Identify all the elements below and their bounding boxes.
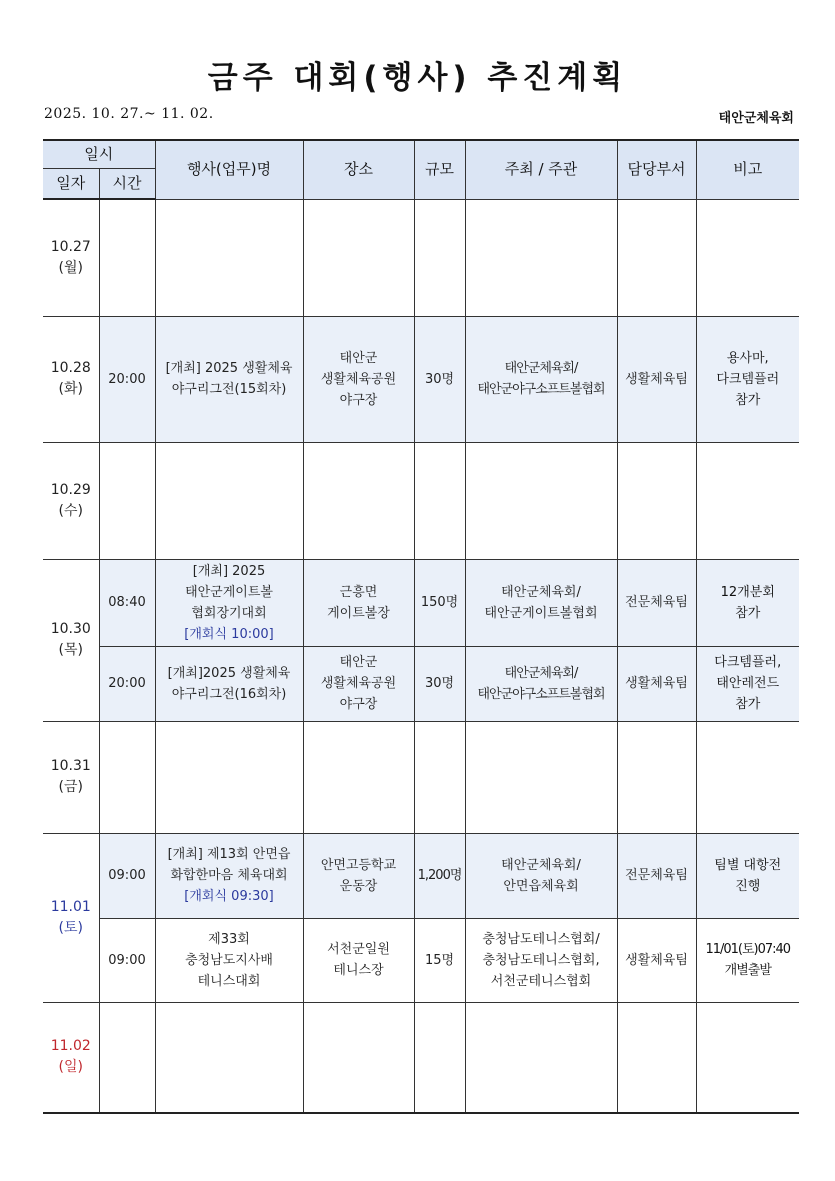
event-name-cell: [개최] 2025 생활체육 야구리그전(15회차) [155, 316, 303, 442]
dept-cell: 생활체육팀 [617, 646, 696, 721]
place-cell: 태안군 생활체육공원 야구장 [303, 316, 414, 442]
time-cell: 20:00 [99, 646, 155, 721]
date-cell: 11.01 (토) [43, 833, 99, 1002]
scale-cell: 30명 [414, 646, 465, 721]
note-cell: 팀별 대항전 진행 [696, 833, 799, 918]
host-cell: 충청남도테니스협회/ 충청남도테니스협회, 서천군테니스협회 [465, 918, 617, 1002]
scale-cell: 1,200명 [414, 833, 465, 918]
event-name-cell: 제33회 충청남도지사배 테니스대회 [155, 918, 303, 1002]
dept-cell: 생활체육팀 [617, 316, 696, 442]
organization-name: 태안군체육회 [718, 111, 794, 126]
place-cell: 서천군일원 테니스장 [303, 918, 414, 1002]
note-cell: 12개분회 참가 [696, 559, 799, 646]
event-name-cell: [개최] 제13회 안면읍 화합한마음 체육대회 [개회식 09:30] [155, 833, 303, 918]
note-cell: 11/01(토)07:40 개별출발 [696, 918, 799, 1002]
event-name-cell: [개최] 2025 태안군게이트볼 협회장기대회 [개회식 10:00] [155, 559, 303, 646]
time-cell: 09:00 [99, 918, 155, 1002]
time-cell: 20:00 [99, 316, 155, 442]
opening-ceremony-time: [개회식 09:30] [184, 889, 274, 904]
table-row [43, 918, 799, 1002]
note-cell: 다크템플러, 태안레전드 참가 [696, 646, 799, 721]
table-row [43, 199, 799, 316]
page-title: 금주 대회(행사) 추진계획 [207, 60, 628, 96]
place-cell: 안면고등학교 운동장 [303, 833, 414, 918]
note-cell: 용사마, 다크템플러 참가 [696, 316, 799, 442]
date-cell: 10.30 (목) [43, 559, 99, 721]
table-row [43, 442, 799, 559]
dept-cell: 생활체육팀 [617, 918, 696, 1002]
header-time: 시간 [99, 168, 155, 199]
header-date: 일자 [43, 168, 99, 199]
schedule-table [43, 139, 799, 1114]
time-cell: 09:00 [99, 833, 155, 918]
date-cell: 10.28 (화) [43, 316, 99, 442]
date-cell: 10.31 (금) [43, 721, 99, 833]
header-place: 장소 [303, 140, 414, 199]
date-cell: 11.02 (일) [43, 1002, 99, 1113]
header-datetime: 일시 [43, 140, 155, 168]
date-cell: 10.29 (수) [43, 442, 99, 559]
table-row [43, 559, 799, 646]
table-row [43, 316, 799, 442]
place-cell: 근흥면 게이트볼장 [303, 559, 414, 646]
table-row [43, 833, 799, 918]
dept-cell: 전문체육팀 [617, 833, 696, 918]
scale-cell: 15명 [414, 918, 465, 1002]
header-note: 비고 [696, 140, 799, 199]
header-event: 행사(업무)명 [155, 140, 303, 199]
event-name-cell: [개최]2025 생활체육 야구리그전(16회차) [155, 646, 303, 721]
host-cell: 태안군체육회/ 태안군야구소프트볼협회 [465, 316, 617, 442]
header-host: 주최 / 주관 [465, 140, 617, 199]
header-dept: 담당부서 [617, 140, 696, 199]
time-cell: 08:40 [99, 559, 155, 646]
table-row [43, 721, 799, 833]
place-cell: 태안군 생활체육공원 야구장 [303, 646, 414, 721]
table-row [43, 646, 799, 721]
host-cell: 태안군체육회/ 태안군게이트볼협회 [465, 559, 617, 646]
host-cell: 태안군체육회/ 태안군야구소프트볼협회 [465, 646, 617, 721]
opening-ceremony-time: [개회식 10:00] [184, 626, 274, 642]
period-text: 2025. 10. 27.~ 11. 02. [44, 106, 214, 122]
table-row [43, 1002, 799, 1113]
dept-cell: 전문체육팀 [617, 559, 696, 646]
scale-cell: 30명 [414, 316, 465, 442]
header-scale: 규모 [414, 140, 465, 199]
date-cell: 10.27 (월) [43, 199, 99, 316]
scale-cell: 150명 [414, 559, 465, 646]
host-cell: 태안군체육회/ 안면읍체육회 [465, 833, 617, 918]
